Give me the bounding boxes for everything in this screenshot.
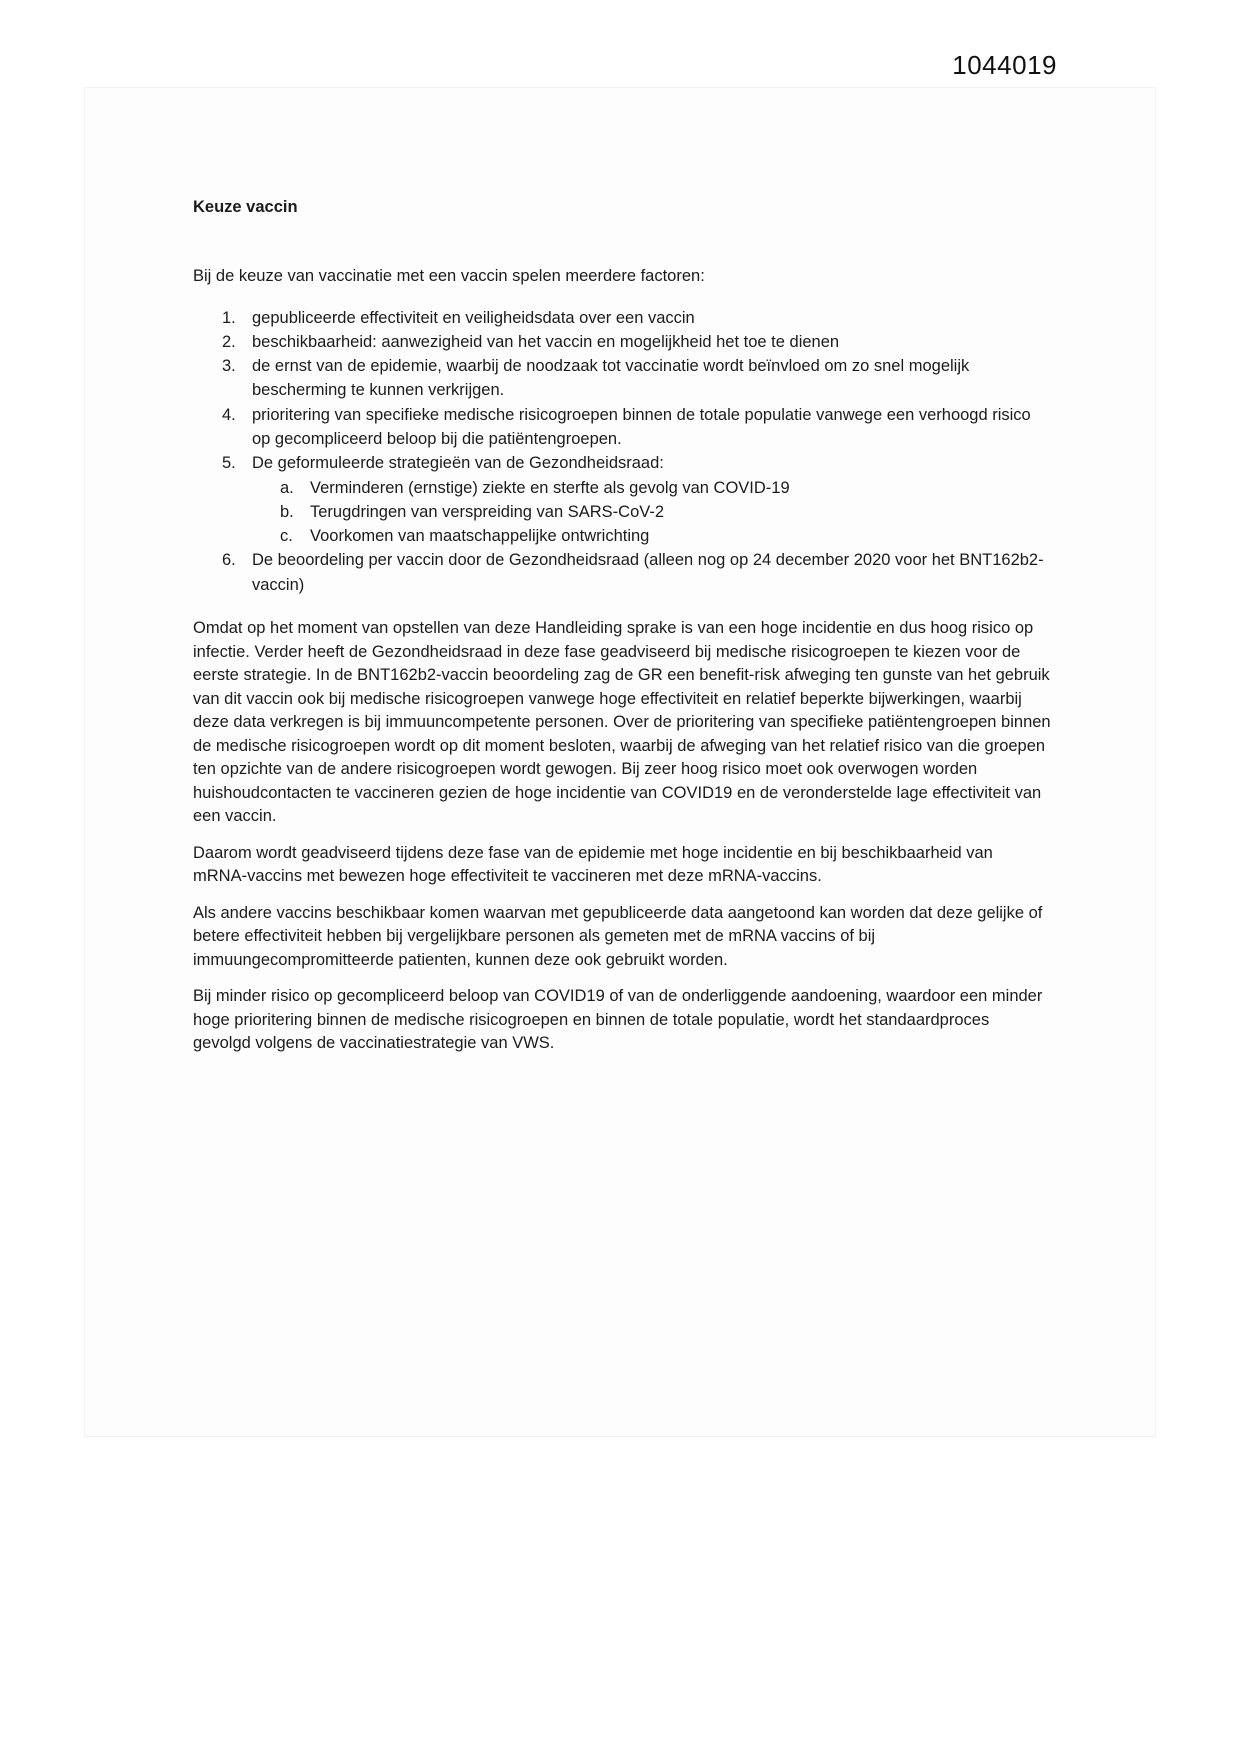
sublist-item-marker: a. [280,478,294,497]
list-item-text: De beoordeling per vaccin door de Gezondheidsraad (alleen nog op 24 december 2020 voor het BNT162b2-vaccin) [252,551,1044,594]
list-item [193,451,1051,475]
list-item-text: de ernst van de epidemie, waarbij de noodzaak tot vaccinatie wordt beïnvloed om zo snel mogelijk bescherming te kunnen verkrijgen. [252,357,970,400]
intro-paragraph: Bij de keuze van vaccinatie met een vaccin spelen meerdere factoren: [193,267,705,285]
strategies-sublist [193,476,1051,549]
list-item-marker: 1. [222,308,236,327]
list-item-text: prioritering van specifieke medische risicogroepen binnen de totale populatie vanwege een verhoogd risico op gecompliceerd beloop bij die patiëntengroepen. [252,405,1031,448]
list-item-marker: 4. [222,405,236,424]
body-paragraph: Als andere vaccins beschikbaar komen waarvan met gepubliceerde data aangetoond kan worden dat deze gelijke of betere effectiviteit hebben bij vergelijkbare personen als gemeten met de mRNA vaccins of bij immuungecompromitteerde patienten, kunnen deze ook gebruikt worden. [193,903,1043,969]
sublist-item-text: Voorkomen van maatschappelijke ontwrichting [310,527,650,546]
body-paragraph: Omdat op het moment van opstellen van deze Handleiding sprake is van een hoge incidentie en dus hoog risico op infectie. Verder heeft de Gezondheidsraad in deze fase geadviseerd bij medische risicogroepen te kiezen voor de eerste strategie. In de BNT162b2-vaccin beoordeling zag de GR een benefit-risk afweging ten gunste van het gebruik van dit vaccin ook bij medische risicogroepen vanwege hoge effectiviteit en relatief beperkte bijwerkingen, waarbij deze data verkregen is bij immuuncompetente personen. Over de prioritering van specifieke patiëntengroepen binnen de medische risicogroepen wordt op dit moment besloten, waarbij de afweging van het relatief risico van die groepen ten opzichte van de andere risicogroepen wordt gewogen. Bij zeer hoog risico moet ook overwogen worden huishoudcontacten te vaccineren gezien de hoge incidentie van COVID19 en de veronderstelde lage effectiviteit van een vaccin. [193,619,1051,826]
list-item [193,330,1051,354]
sublist-item-text: Terugdringen van verspreiding van SARS-CoV-2 [310,502,665,521]
sublist-item [193,524,1051,548]
list-item [193,306,1051,330]
doc-number: 1044019 [952,50,1057,80]
list-item [193,403,1051,452]
list-item-text: gepubliceerde effectiviteit en veiligheidsdata over een vaccin [252,308,695,327]
sublist-item [193,500,1051,524]
sublist-item-marker: c. [280,527,293,546]
list-item-marker: 6. [222,551,236,570]
sublist-item-marker: b. [280,502,294,521]
body-paragraph: Bij minder risico op gecompliceerd beloop van COVID19 of van de onderliggende aandoening, waardoor een minder hoge prioritering binnen de medische risicogroepen en binnen de totale populatie, wordt het standaardproces gevolgd volgens de vaccinatiestrategie van VWS. [193,987,1043,1053]
list-item-text: De geformuleerde strategieën van de Gezondheidsraad: [252,454,664,473]
factors-list [193,306,1051,598]
sublist-item-text: Verminderen (ernstige) ziekte en sterfte als gevolg van COVID-19 [310,478,790,497]
body-paragraph: Daarom wordt geadviseerd tijdens deze fase van de epidemie met hoge incidentie en bij beschikbaarheid van mRNA-vaccins met bewezen hoge effectiviteit te vaccineren met deze mRNA-vaccins. [193,843,993,886]
page-title: Keuze vaccin [193,198,298,216]
list-item-marker: 3. [222,357,236,376]
document-content [193,197,1051,1069]
list-item-text: beschikbaarheid: aanwezigheid van het vaccin en mogelijkheid het toe te dienen [252,332,840,351]
list-item-marker: 2. [222,332,236,351]
sublist-item [193,476,1051,500]
list-item [193,354,1051,403]
list-item [193,548,1051,597]
list-item-marker: 5. [222,454,236,473]
